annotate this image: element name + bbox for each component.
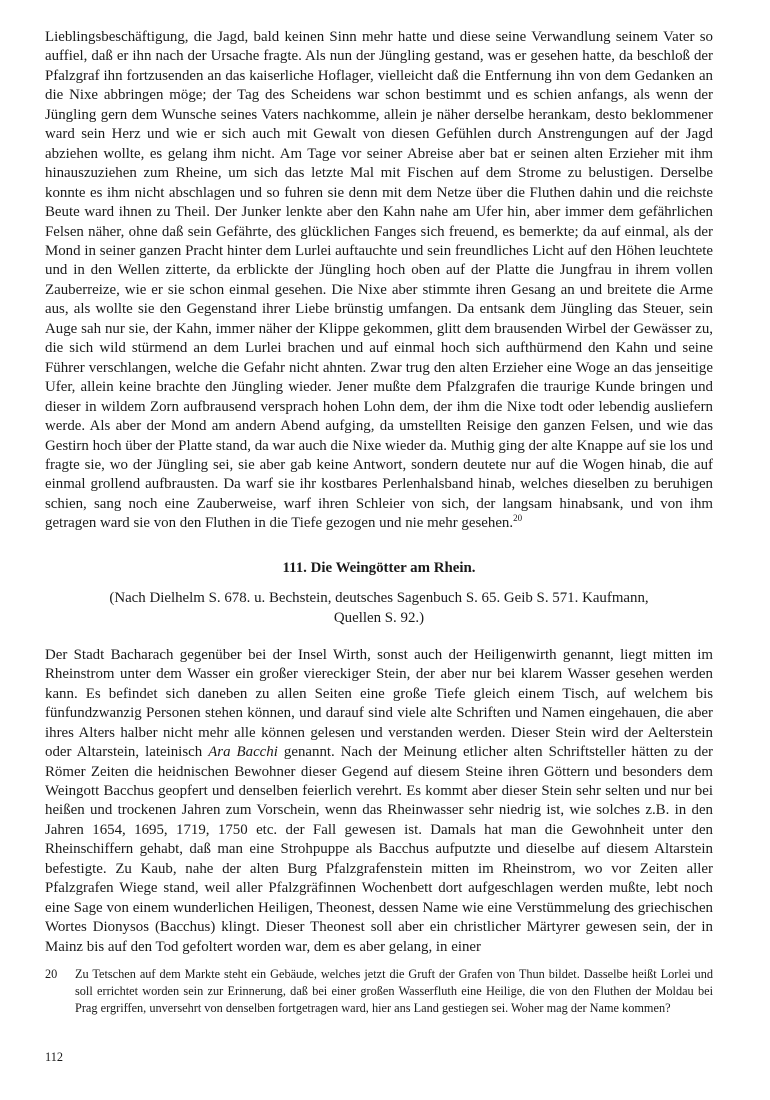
footnote-text: Zu Tetschen auf dem Markte steht ein Gebäude, welches jetzt die Gruft der Grafen von Thun bildet. Dasselbe heißt Lorlei und soll errichtet worden sein zur Erinnerung, daß bei einer großen Wasserfluth eine Heilige, die von den Fluthen der Moldau bei Prag ergriffen, unversehrt von denselben fortgetragen ward, hier ans Land gestiegen sei. Woher mag der Name kommen? [75,967,713,1015]
footnote [45,966,713,1017]
latin-term: Ara Bacchi [208,744,278,761]
body-paragraph-2-text-a: Der Stadt Bacharach gegenüber bei der Insel Wirth, sonst auch der Heiligenwirth genannt, liegt mitten im Rheinstrom unter dem Wasser ein großer viereckiger Stein, der aber nur bei klarem Wasser gesehen werden kann. Es befindet sich daneben zu allen Seiten eine große Tiefe gleich einem Tisch, auf welchem bis fünfundzwanzig Personen stehen können, und darauf sind viele alte Schriften und Namen eingehauen, die aber ihres Alters halber nicht mehr alle können gelesen und verstanden werden. Dieser Stein wird der Aelterstein oder Altarstein, lateinisch [45,646,713,761]
body-paragraph-2-text-b: genannt. Nach der Meinung etlicher alten Schriftsteller hätten zu der Römer Zeiten die heidnischen Bewohner dieser Gegend auf diesem Steine ihren Göttern und besonders dem Weingott Bacchus geopfert und denselben feierlich verehrt. Es kommt aber dieser Stein sehr selten und nur bei heißen und trockenen Jahren zum Vorschein, wenn das Rheinwasser sehr niedrig ist, wie solches z.B. in den Jahren 1654, 1695, 1719, 1750 etc. der Fall gewesen ist. Damals hat man die Gewohnheit unter den Rheinschiffern gehabt, daß man eine Strohpuppe als Bacchus aufputzte und dieselbe auf diesem Altarstein befestigte. Zu Kaub, nahe der alten Burg Pfalzgrafenstein mitten im Rheinstrom, wo vor Zeiten aller Pfalzgrafen Wiege stand, weil aller Pfalzgräfinnen Wochenbett dort aufgeschlagen werden mußte, lebt noch eine Sage von einem wunderlichen Heiligen, Theonest, dessen Name wie eine Verstümmelung des griechischen Wortes Dionysos (Bacchus) klingt. Dieser Theonest soll aber ein christlicher Märtyrer gewesen sein, der in Mainz bis auf den Tod gefoltert worden war, dem es aber gelang, in einer [45,744,714,955]
section-heading: 111. Die Weingötter am Rhein. [282,559,476,576]
source-citation: (Nach Dielhelm S. 678. u. Bechstein, deutsches Sagenbuch S. 65. Geib S. 571. Kaufmann, Quellen S. 92.) [109,589,649,626]
body-paragraph-1-text: Lieblingsbeschäftigung, die Jagd, bald keinen Sinn mehr hatte und diese seine Verwandlung seinem Vater so auffiel, daß er ihn nach der Ursache fragte. Als nun der Jüngling gestand, was er gesehen hatte, da beschloß der Pfalzgraf ihn fortzusenden an das kaiserliche Hoflager, vielleicht daß die Entfernung ihn von dem Gedanken an die Nixe abbringen möge; der Tag des Scheidens war schon bestimmt und es schien anfangs, als wenn der Jüngling gern dem Wunsche seines Vaters nachkomme, allein je näher derselbe herankam, desto beklommener ward sein Herz und wie er sich auch mit Gewalt von diesen Gefühlen durch Anstrengungen auf der Jagd abziehen wollte, es gelang ihm nicht. Am Tage vor seiner Abreise aber bat er seinen alten Erzieher mit ihm hinauszuziehen zum Rheine, um sich das letzte Mal mit Fischen auf dem Strome zu belustigen. Derselbe konnte es ihm nicht abschlagen und so fuhren sie denn mit dem Netze über die Fluthen dahin und die reichste Beute ward ihnen zu Theil. Der Junker lenkte aber den Kahn nahe am Ufer hin, aber immer dem gefährlichen Felsen näher, ohne daß sein Gefährte, des glücklichen Fanges sich freuend, es bemerkte; da auf einmal, als der Mond in seiner ganzen Pracht hinter dem Lurlei auftauchte und sein freundliches Licht auf den Höhen leuchtete und in den Wellen zitterte, da erblickte der Jüngling hoch oben auf der Platte die Jungfrau in ihrem vollen Zauberreize, wie er sie schon einmal gesehen. Die Nixe aber stimmte ihren Gesang an und breitete die Arme aus, als wollte sie den Gegenstand ihrer Liebe brünstig umfangen. Da entsank dem Jüngling das Steuer, sein Auge sah nur sie, der Kahn, immer näher der Klippe gekommen, glitt dem brausenden Wirbel der Gewässer zu, die sich wild stürmend an dem Lurlei brachen und auf einmal hoch sich aufthürmend den Kahn und seine Führer verschlangen, welche die Gefahr nicht ahnten. Zwar trug den alten Erzieher eine Woge an das jenseitige Ufer, allein keine brachte den Jüngling wieder. Jener mußte dem Pfalzgrafen die traurige Kunde bringen und dieser in wildem Zorn aufbrausend versprach hohen Lohn dem, der ihm die Nixe todt oder lebendig ausliefern werde. Als aber der Mond am andern Abend aufging, da umstellten Reisige den ganzen Felsen, und wie das Gestirn hoch über der Platte stand, da war auch die Nixe wieder da. Muthig ging der alte Knappe auf sie los und fragte sie, wo der Jüngling sei, sie aber gab keine Antwort, sondern deutete nur auf die Wogen hinab, die auf einmal grollend aufbrausten. Da warf sie ihr kostbares Perlenhalsband hinab, welches dieselben zu beruhigen schien, sang noch eine Zauberweise, warf ihren Schleier von sich, der langsam hinabsank, und von ihm getragen ward sie von den Fluthen in die Tiefe gezogen und nie mehr gesehen. [45,29,713,532]
footnote-number: 20 [45,967,58,981]
body-paragraph-2 [45,646,713,957]
body-paragraph-1 [45,28,713,534]
footnote-reference[interactable]: 20 [513,513,523,524]
page-number: 112 [45,1050,63,1064]
